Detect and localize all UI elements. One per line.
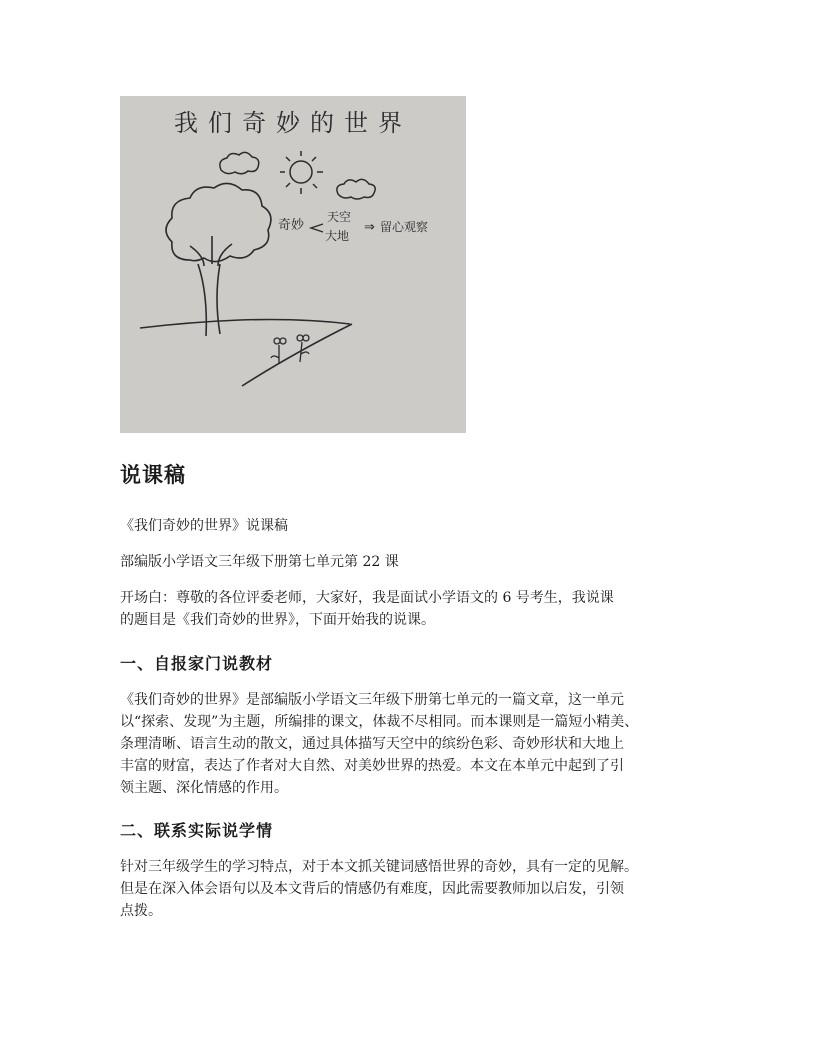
text-line: 条理清晰、语言生动的散文，通过具体描写天空中的缤纷色彩、奇妙形状和大地上	[120, 736, 624, 752]
illustration-title: 我们奇妙的世界	[174, 109, 412, 137]
illustration-drawing	[120, 96, 466, 433]
paragraph-lesson-name: 《我们奇妙的世界》说课稿	[120, 518, 288, 534]
note-observe: 留心观察	[380, 220, 429, 234]
bracket-icon	[311, 224, 323, 232]
document-title: 说课稿	[120, 463, 186, 487]
text-line: 以“探索、发现”为主题，所编排的课文，体裁不尽相同。而本课则是一篇短小精美、	[120, 714, 639, 730]
text-line: 针对三年级学生的学习特点，对于本文抓关键词感悟世界的奇妙，具有一定的见解。	[120, 859, 638, 875]
text-line: 开场白：尊敬的各位评委老师，大家好，我是面试小学语文的 6 号考生，我说课	[120, 590, 614, 606]
section-heading-students: 二、联系实际说学情	[120, 821, 274, 840]
text-line: 领主题、深化情感的作用。	[120, 780, 288, 796]
text-line: 丰富的财富，表达了作者对大自然、对美妙世界的热爱。本文在本单元中起到了引	[120, 758, 624, 774]
paragraph-student-analysis	[120, 856, 716, 922]
note-wonder: 奇妙	[278, 218, 305, 233]
paragraph-textbook-analysis	[120, 689, 716, 799]
text-line: 点拨。	[120, 903, 162, 919]
hand-drawn-illustration	[120, 96, 466, 433]
cloud-icon	[337, 179, 375, 199]
note-sky: 天空	[327, 210, 352, 224]
sun-icon	[280, 151, 323, 194]
paragraph-textbook-info: 部编版小学语文三年级下册第七单元第 22 课	[120, 554, 399, 570]
tree-icon	[166, 183, 271, 336]
note-earth: 大地	[325, 229, 350, 243]
text-line: 《我们奇妙的世界》是部编版小学语文三年级下册第七单元的一篇文章，这一单元	[120, 692, 624, 708]
text-line: 的题目是《我们奇妙的世界》，下面开始我的说课。	[120, 612, 435, 628]
cloud-icon	[220, 152, 259, 173]
text-line: 但是在深入体会语句以及本文背后的情感仍有难度，因此需要教师加以启发，引领	[120, 881, 624, 897]
section-heading-textbook: 一、自报家门说教材	[120, 654, 274, 673]
ground-curves	[140, 320, 352, 387]
paragraph-opening	[120, 587, 716, 631]
arrow-icon: ⇒	[364, 220, 375, 235]
